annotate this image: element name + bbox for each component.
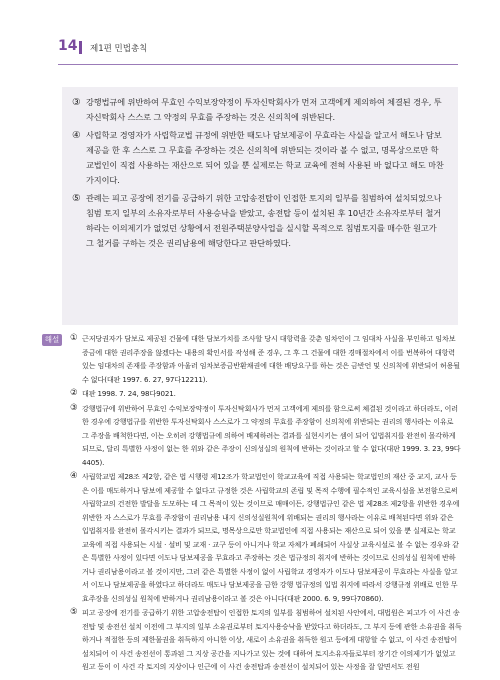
chapter-title: 제1편 민법총칙 [90, 44, 148, 54]
explanation-number: ③ [70, 402, 78, 413]
explanation-item [70, 606, 462, 674]
explanation-item [70, 332, 462, 386]
choice-item [72, 191, 446, 251]
explanation-item [70, 402, 462, 470]
page-number: 14 [58, 38, 78, 54]
choice-number: ④ [72, 130, 81, 141]
explanation-text: 강행법규에 위반하여 무효인 수익보장약정이 투자신탁회사가 먼저 고객에게 제의를 함으로써 체결된 것이라고 하더라도, 이러한 경우에 강행법규를 위반한 투자신탁회사 스스로가 그 약정의 무효를 주장함이 신의칙에 위반되는 권리의 행사라는 이유로 그 주장을 배척한다면, 이는 오히려 강행법규에 의하여 배제하려는 결과를 실현시키는 셈이 되어 입법취지를 완전히 몰각하게 되므로, 달리 특별한 사정이 없는 한 위와 같은 주장이 신의성실의 원칙에 반하는 것이라고 할 수 없다(대판 1999. 3. 23, 99다4405). [82, 403, 461, 467]
choice-number: ⑤ [72, 193, 81, 204]
choice-item [72, 128, 446, 188]
explanation-number: ④ [70, 471, 78, 481]
explanation-number: ⑤ [70, 607, 78, 617]
page-header [58, 40, 460, 56]
explanation-item [70, 387, 462, 401]
question-choices-box [62, 87, 458, 325]
explanation-text: 피고 공장에 전기를 공급하기 위한 고압송전탑이 인접한 토지의 일부를 침범하여 설치된 사안에서, 대법원은 피고가 이 사건 송전탑 및 송전선 설치 이전에 그 부지의 일부 소유권로부터 토지사용승낙을 받았다고 하더라도, 그 부지 등에 관한 소유권을 취득하거나 적절한 등의 제한물권을 취득하지 아니한 이상, 새로이 소유권을 취득한 원고 등에게 대항할 수 없고, 이 사건 송전탑이 설치되어 이 사건 송전선이 통과된 그 지상 공간을 지나가고 있는 것에 대하여 토지소유자들로부터 장기간 이의제기가 없었고 원고 등이 이 사건 각 토지의 지상이나 인근에 이 사건 송전탑과 송전선이 설치되어 있는 사정을 잘 알면서도 전원 [82, 608, 462, 671]
choice-item [72, 95, 446, 125]
answer-label: 해설 [42, 334, 62, 346]
header-divider [58, 64, 458, 65]
explanation-number: ① [70, 333, 78, 343]
choice-text: 사립학교 경영자가 사립학교법 규정에 위반한 때도나 담보제공이 무효라는 사실을 알고서 해도나 담보제공을 한 후 스스로 그 무효를 주장하는 것은 신의칙에 위반되는 것이라 볼 수 없고, 명목상으로만 학교법인이 직접 사용하는 재산으로 되어 있을 뿐 실제로는 학교 교육에 전혀 사용된 바 없다고 해도 마찬가지이다. [86, 130, 444, 185]
explanation-text: 대판 1998. 7. 24, 98다9021. [82, 389, 176, 398]
explanation-section [70, 332, 462, 675]
explanation-item [70, 470, 462, 605]
choice-text: 강행법규에 위반하여 무효인 수익보장약정이 투자신탁회사가 먼저 고객에게 제의하여 체결된 경우, 투자신탁회사 스스로 그 약정의 무효를 주장하는 것은 신의칙에 위반된다. [86, 97, 442, 122]
explanation-number: ② [70, 388, 78, 398]
choice-number: ③ [72, 97, 81, 108]
page-number-bar [79, 41, 82, 54]
explanation-text: 근저당권자가 담보로 제공된 건물에 대한 담보가치를 조사할 당시 대항력을 갖춘 임차인이 그 임대차 사실을 부인하고 임차보증금에 대한 권리주장을 않겠다는 내용의 확인서를 작성해 준 경우, 그 후 그 건물에 대한 경매절차에서 이를 번복하여 대항력 있는 임대차의 존재를 주장함과 아울러 임차보증금반환채권에 대한 배당요구를 하는 것은 금반언 및 신의칙에 위반되어 허용될 수 없다(대판 1997. 6. 27, 97다12211). [82, 334, 460, 384]
choice-text: 관례는 피고 공장에 전기를 공급하기 위한 고압송전탑이 인접한 토지의 일부를 침범하여 설치되었으나 침범 토지 일부의 소유자로부터 사용승낙을 받았고, 송전탑 등이 설치된 후 10년간 소유자로부터 철거하라는 이의제기가 없었던 상황에서 전원주택분양사업을 실시할 목적으로 침범토지를 매수한 원고가 그 철거를 구하는 것은 권리남용에 해당한다고 판단하였다. [86, 193, 442, 248]
explanation-text: 사립학교법 제28조 제2항, 같은 법 시행령 제12조가 학교법인이 학교교육에 직접 사용되는 학교법인의 재산 중 교지, 교사 등은 이를 매도하거나 담보에 제공할 수 없다고 규정한 것은 사립학교의 존립 및 목적 수행에 필수적인 교육시설을 보전함으로써 사립학교의 건전한 발달을 도모하는 데 그 목적이 있는 것이므로 매매이든, 강행법규인 같은 법 제28조 제2항을 위반한 경우에 위반한 자 스스로가 무효를 주장함이 권리남용 내지 신의성실원칙에 위배되는 권리의 행사라는 이유로 배척된다면 위와 같은 입법취지를 완전히 몰각시키는 결과가 되므로, 명목상으로만 학교법인에 직접 사용되는 재산으로 되어 있을 뿐 실제로는 학교교육에 직접 사용되는 시설 · 설비 및 교재 · 교구 등이 아니거나 학교 자체가 폐쇄되어 사실상 교육시설로 볼 수 없는 경우와 같은 특별한 사정이 있다면 이도나 담보제공을 무효라고 주장하는 것은 법규정의 취지에 반하는 것이므로 신의성실 원칙에 반하거나 권리남용이라고 볼 것이지만, 그러 같은 특별한 사정이 없이 사립학교 경영자가 이도나 담보제공이 무효라는 사실을 알고서 이도나 담보제공을 하였다고 하더라도 매도나 담보제공을 금한 강행 법규정의 입법 취지에 따라서 강행규정 위배로 인한 무효주장을 신의성실 원칙에 반하거나 권리남용이라고 볼 것은 아니다(대판 2000. 6. 9, 99다70860). [82, 472, 460, 603]
